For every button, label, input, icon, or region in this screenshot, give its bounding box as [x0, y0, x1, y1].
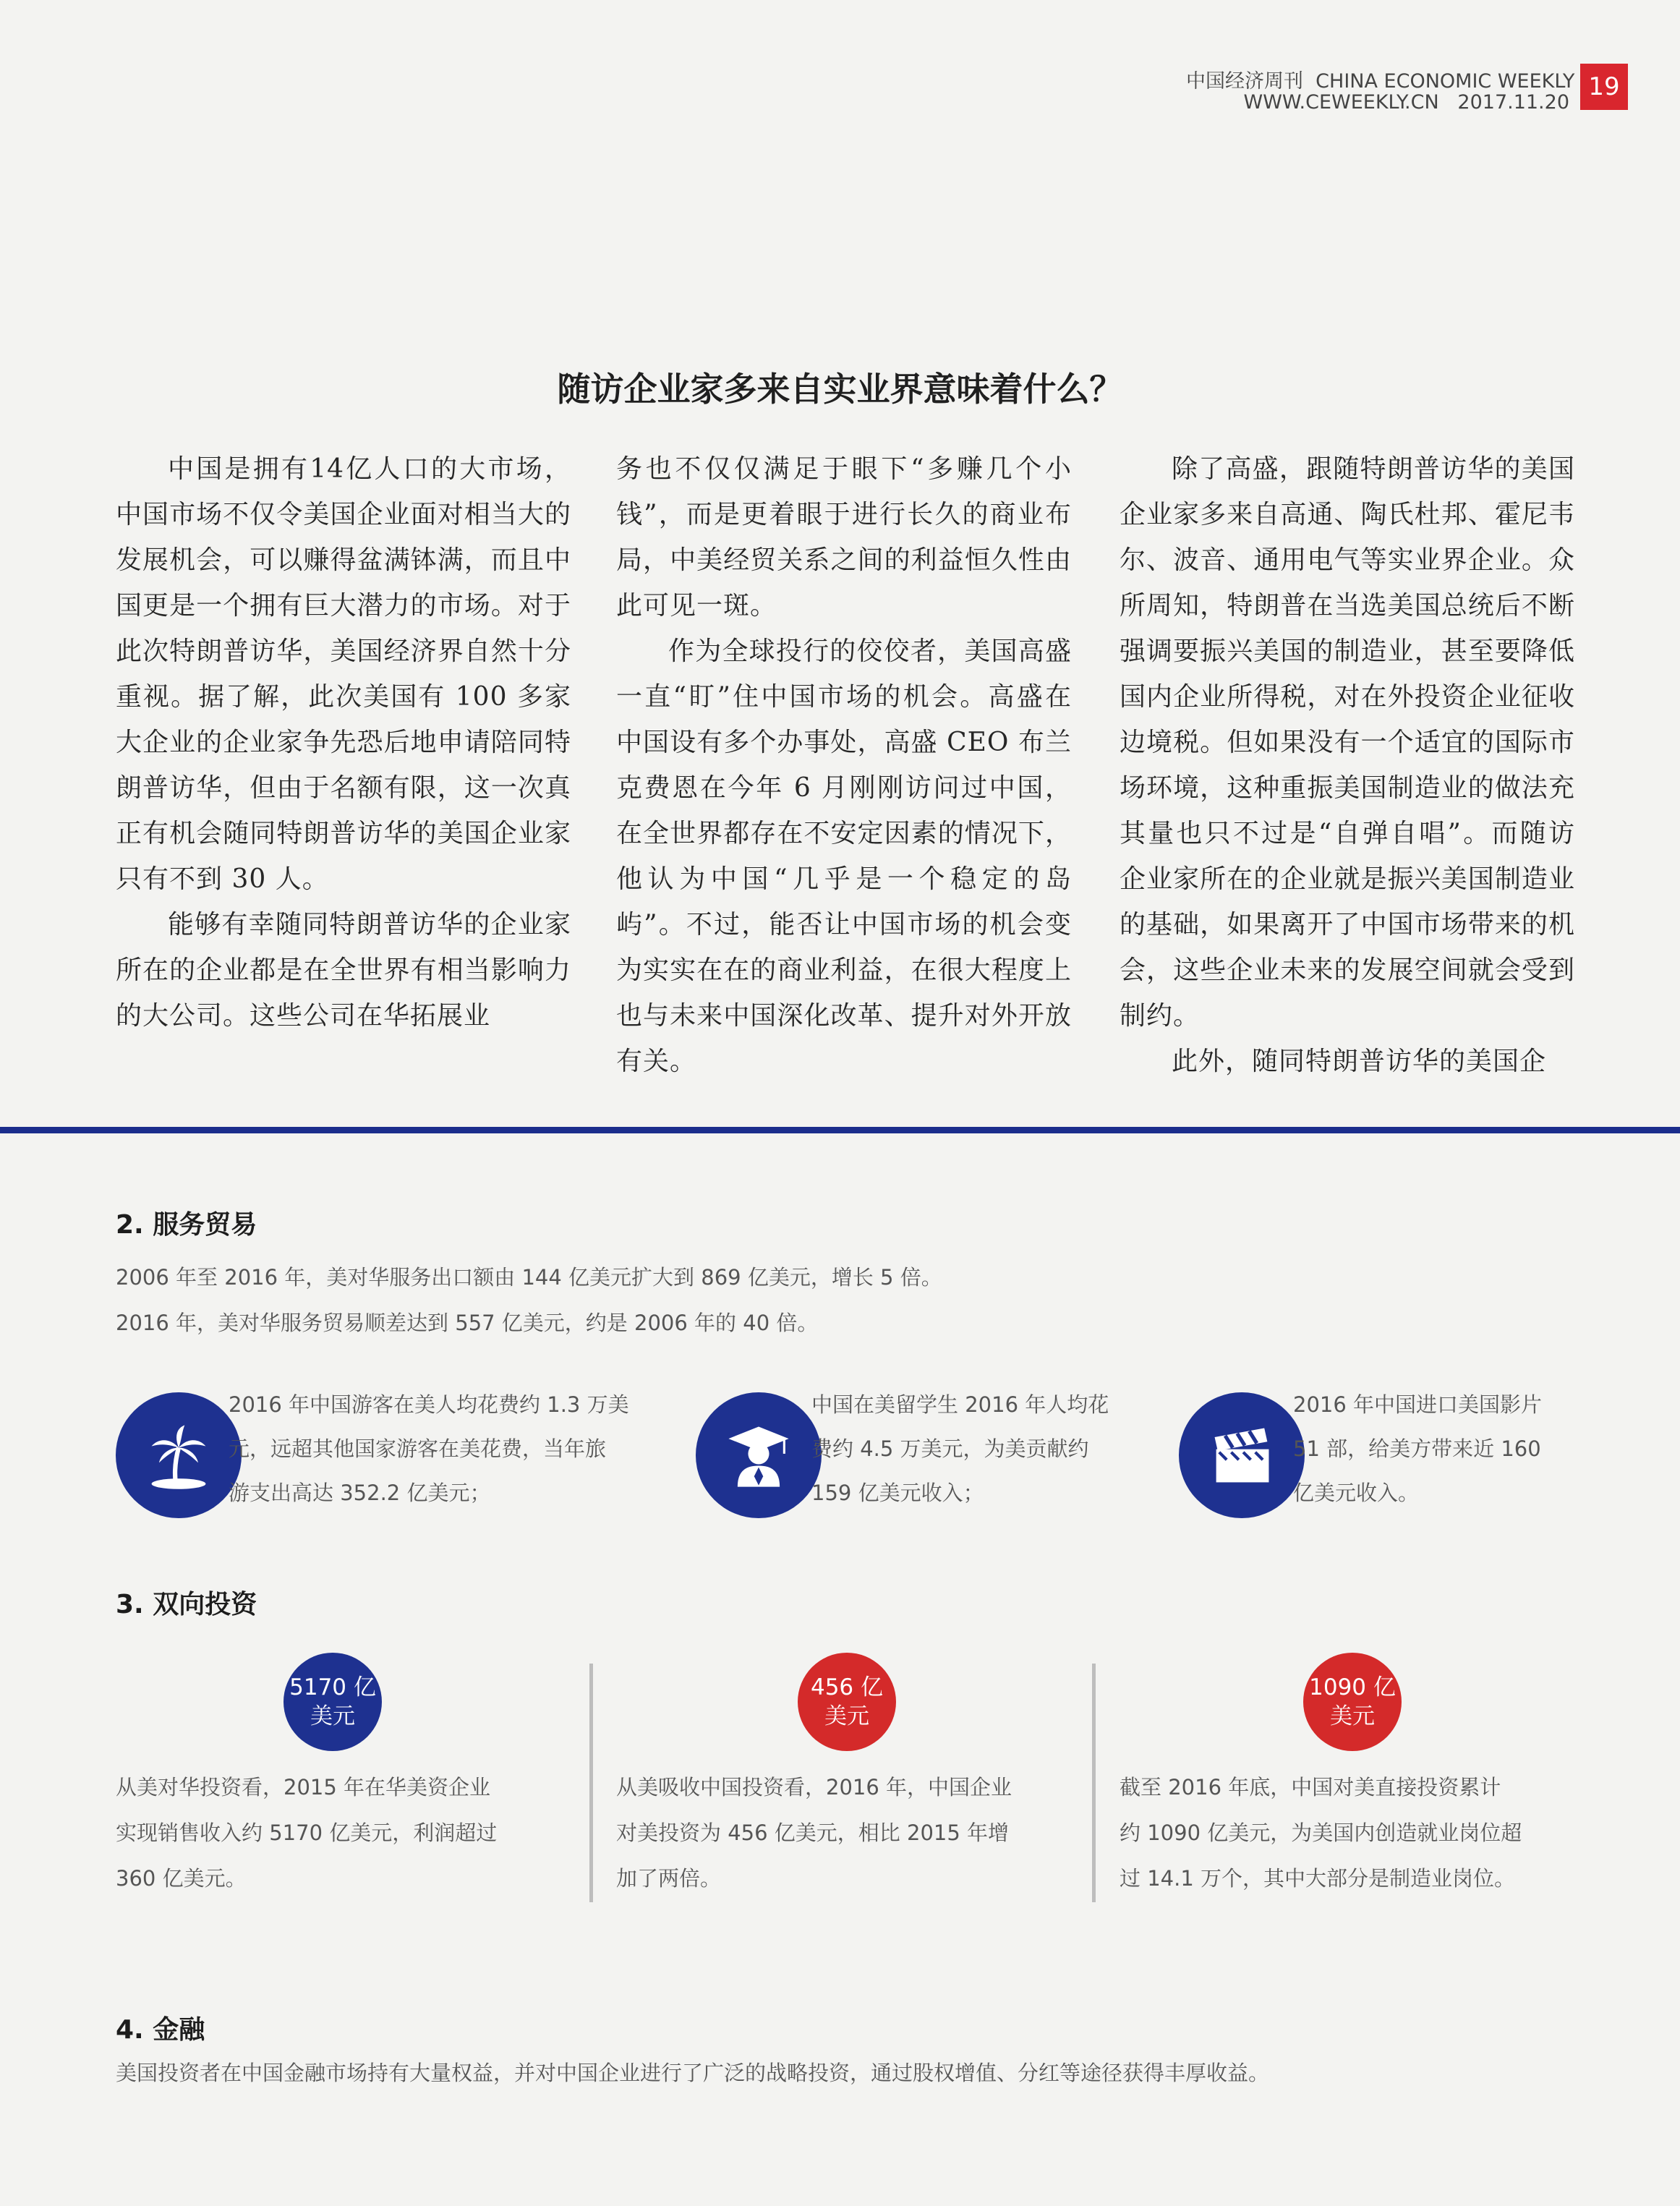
- paragraph: 除了高盛，跟随特朗普访华的美国企业家多来自高通、陶氏杜邦、霍尼韦尔、波音、通用电气等实业界企业。众所周知，特朗普在当选美国总统后不断强调要振兴美国的制造业，甚至要降低国内企业所得税，对在外投资企业征收边境税。但如果没有一个适宜的国际市场环境，这种重振美国制造业的做法充其量也只不过是“自弹自唱”。而随访企业家所在的企业就是振兴美国制造业的基础，如果离开了中国市场带来的机会，这些企业未来的发展空间就会受到制约。: [1120, 454, 1575, 1031]
- service-text-line: 51 部，给美方带来近 160: [1293, 1436, 1541, 1461]
- investment-item-2: [616, 1765, 1065, 1901]
- investment-item-3: [1120, 1765, 1582, 1901]
- paragraph: 中国是拥有14亿人口的大市场，中国市场不仅令美国企业面对相当大的发展机会，可以赚得盆满钵满，而且中国更是一个拥有巨大潜力的市场。对于此次特朗普访华，美国经济界自然十分重视。据了解，此次美国有 100 多家大企业的企业家争先恐后地申请陪同特朗普访华，但由于名额有限，这一次真正有机会随同特朗普访华的美国企业家只有不到 30 人。: [116, 454, 571, 894]
- badge-unit: 美元: [310, 1703, 355, 1729]
- investment-text-line: 实现销售收入约 5170 亿美元，利润超过: [116, 1820, 498, 1845]
- palm-island-icon: [116, 1392, 242, 1518]
- article-column-1: [116, 446, 571, 1039]
- service-text-line: 游支出高达 352.2 亿美元；: [229, 1481, 491, 1505]
- finance-text: 美国投资者在中国金融市场持有大量权益，并对中国企业进行了广泛的战略投资，通过股权增值、分红等途径获得丰厚收益。: [116, 2061, 1270, 2085]
- investment-text-line: 过 14.1 万个，其中大部分是制造业岗位。: [1120, 1866, 1516, 1891]
- investment-text-line: 360 亿美元。: [116, 1866, 247, 1891]
- services-summary: [116, 1255, 1598, 1346]
- magazine-website-date: [1186, 91, 1569, 114]
- service-text-line: 元，远超其他国家游客在美花费，当年旅: [229, 1436, 607, 1461]
- article-column-3: [1120, 446, 1575, 1084]
- badge-unit: 美元: [1330, 1703, 1375, 1729]
- page-number: 19: [1580, 64, 1628, 110]
- service-text-line: 159 亿美元收入；: [811, 1481, 984, 1505]
- investment-badge-5170: [283, 1653, 382, 1751]
- investment-item-1: [116, 1765, 564, 1901]
- services-heading: 2. 服务贸易: [116, 1210, 257, 1240]
- column-divider: [1092, 1664, 1096, 1902]
- investment-text-line: 从美对华投资看，2015 年在华美资企业: [116, 1775, 491, 1800]
- investment-text-line: 约 1090 亿美元，为美国内创造就业岗位超: [1120, 1820, 1522, 1845]
- clapperboard-icon: [1179, 1392, 1305, 1518]
- investment-text-line: 对美投资为 456 亿美元，相比 2015 年增: [616, 1820, 1010, 1845]
- service-text-line: 费约 4.5 万美元，为美贡献约: [811, 1436, 1089, 1461]
- badge-amount: 1090 亿: [1309, 1674, 1396, 1700]
- magazine-title: [1186, 65, 1575, 93]
- paragraph: 作为全球投行的佼佼者，美国高盛一直“盯”住中国市场的机会。高盛在中国设有多个办事处，高盛 CEO 布兰克费恩在今年 6 月刚刚访问过中国，在全世界都存在不安定因素的情况下，他认为中国“几乎是一个稳定的岛屿”。不过，能否让中国市场的机会变为实实在在的商业利益，在很大程度上也与未来中国深化改革、提升对外开放有关。: [616, 636, 1072, 1076]
- service-text-line: 2016 年中国游客在美人均花费约 1.3 万美: [229, 1392, 629, 1417]
- service-item-films: [1293, 1383, 1597, 1515]
- paragraph: 能够有幸随同特朗普访华的企业家所在的企业都是在全世界有相当影响力的大公司。这些公司在华拓展业: [116, 910, 571, 1031]
- investment-badge-1090: [1303, 1653, 1402, 1751]
- finance-heading: 4. 金融: [116, 2015, 205, 2045]
- magazine-name-cn: 中国经济周刊: [1186, 70, 1303, 93]
- investment-text-line: 加了两倍。: [616, 1866, 722, 1891]
- investment-text-line: 从美吸收中国投资看，2016 年，中国企业: [616, 1775, 1012, 1800]
- article-column-2: [616, 446, 1072, 1084]
- investment-text-line: 截至 2016 年底，中国对美直接投资累计: [1120, 1775, 1501, 1800]
- column-divider: [589, 1664, 593, 1902]
- article-headline: 随访企业家多来自实业界意味着什么？: [557, 370, 1123, 409]
- section-divider: [0, 1127, 1680, 1133]
- badge-unit: 美元: [824, 1703, 869, 1729]
- service-item-students: [811, 1383, 1187, 1515]
- service-text-line: 中国在美留学生 2016 年人均花: [811, 1392, 1109, 1417]
- magazine-website: WWW.CEWEEKLY.CN: [1243, 91, 1439, 114]
- issue-date: 2017.11.20: [1457, 91, 1569, 114]
- paragraph: 此外，随同特朗普访华的美国企: [1172, 1047, 1547, 1076]
- paragraph: 务也不仅仅满足于眼下“多赚几个小钱”，而是更着眼于进行长久的商业布局，中美经贸关系之间的利益恒久性由此可见一斑。: [616, 454, 1072, 621]
- service-item-tourism: [229, 1383, 691, 1515]
- investment-badge-456: [798, 1653, 896, 1751]
- badge-amount: 456 亿: [810, 1674, 884, 1700]
- badge-amount: 5170 亿: [289, 1674, 376, 1700]
- investment-heading: 3. 双向投资: [116, 1590, 257, 1619]
- services-line: 2006 年至 2016 年，美对华服务出口额由 144 亿美元扩大到 869 亿美元，增长 5 倍。: [116, 1265, 942, 1290]
- magazine-name-en: CHINA ECONOMIC WEEKLY: [1316, 70, 1575, 93]
- graduate-icon: [696, 1392, 822, 1518]
- services-line: 2016 年，美对华服务贸易顺差达到 557 亿美元，约是 2006 年的 40 倍。: [116, 1311, 819, 1335]
- service-text-line: 亿美元收入。: [1293, 1481, 1420, 1505]
- service-text-line: 2016 年中国进口美国影片: [1293, 1392, 1543, 1417]
